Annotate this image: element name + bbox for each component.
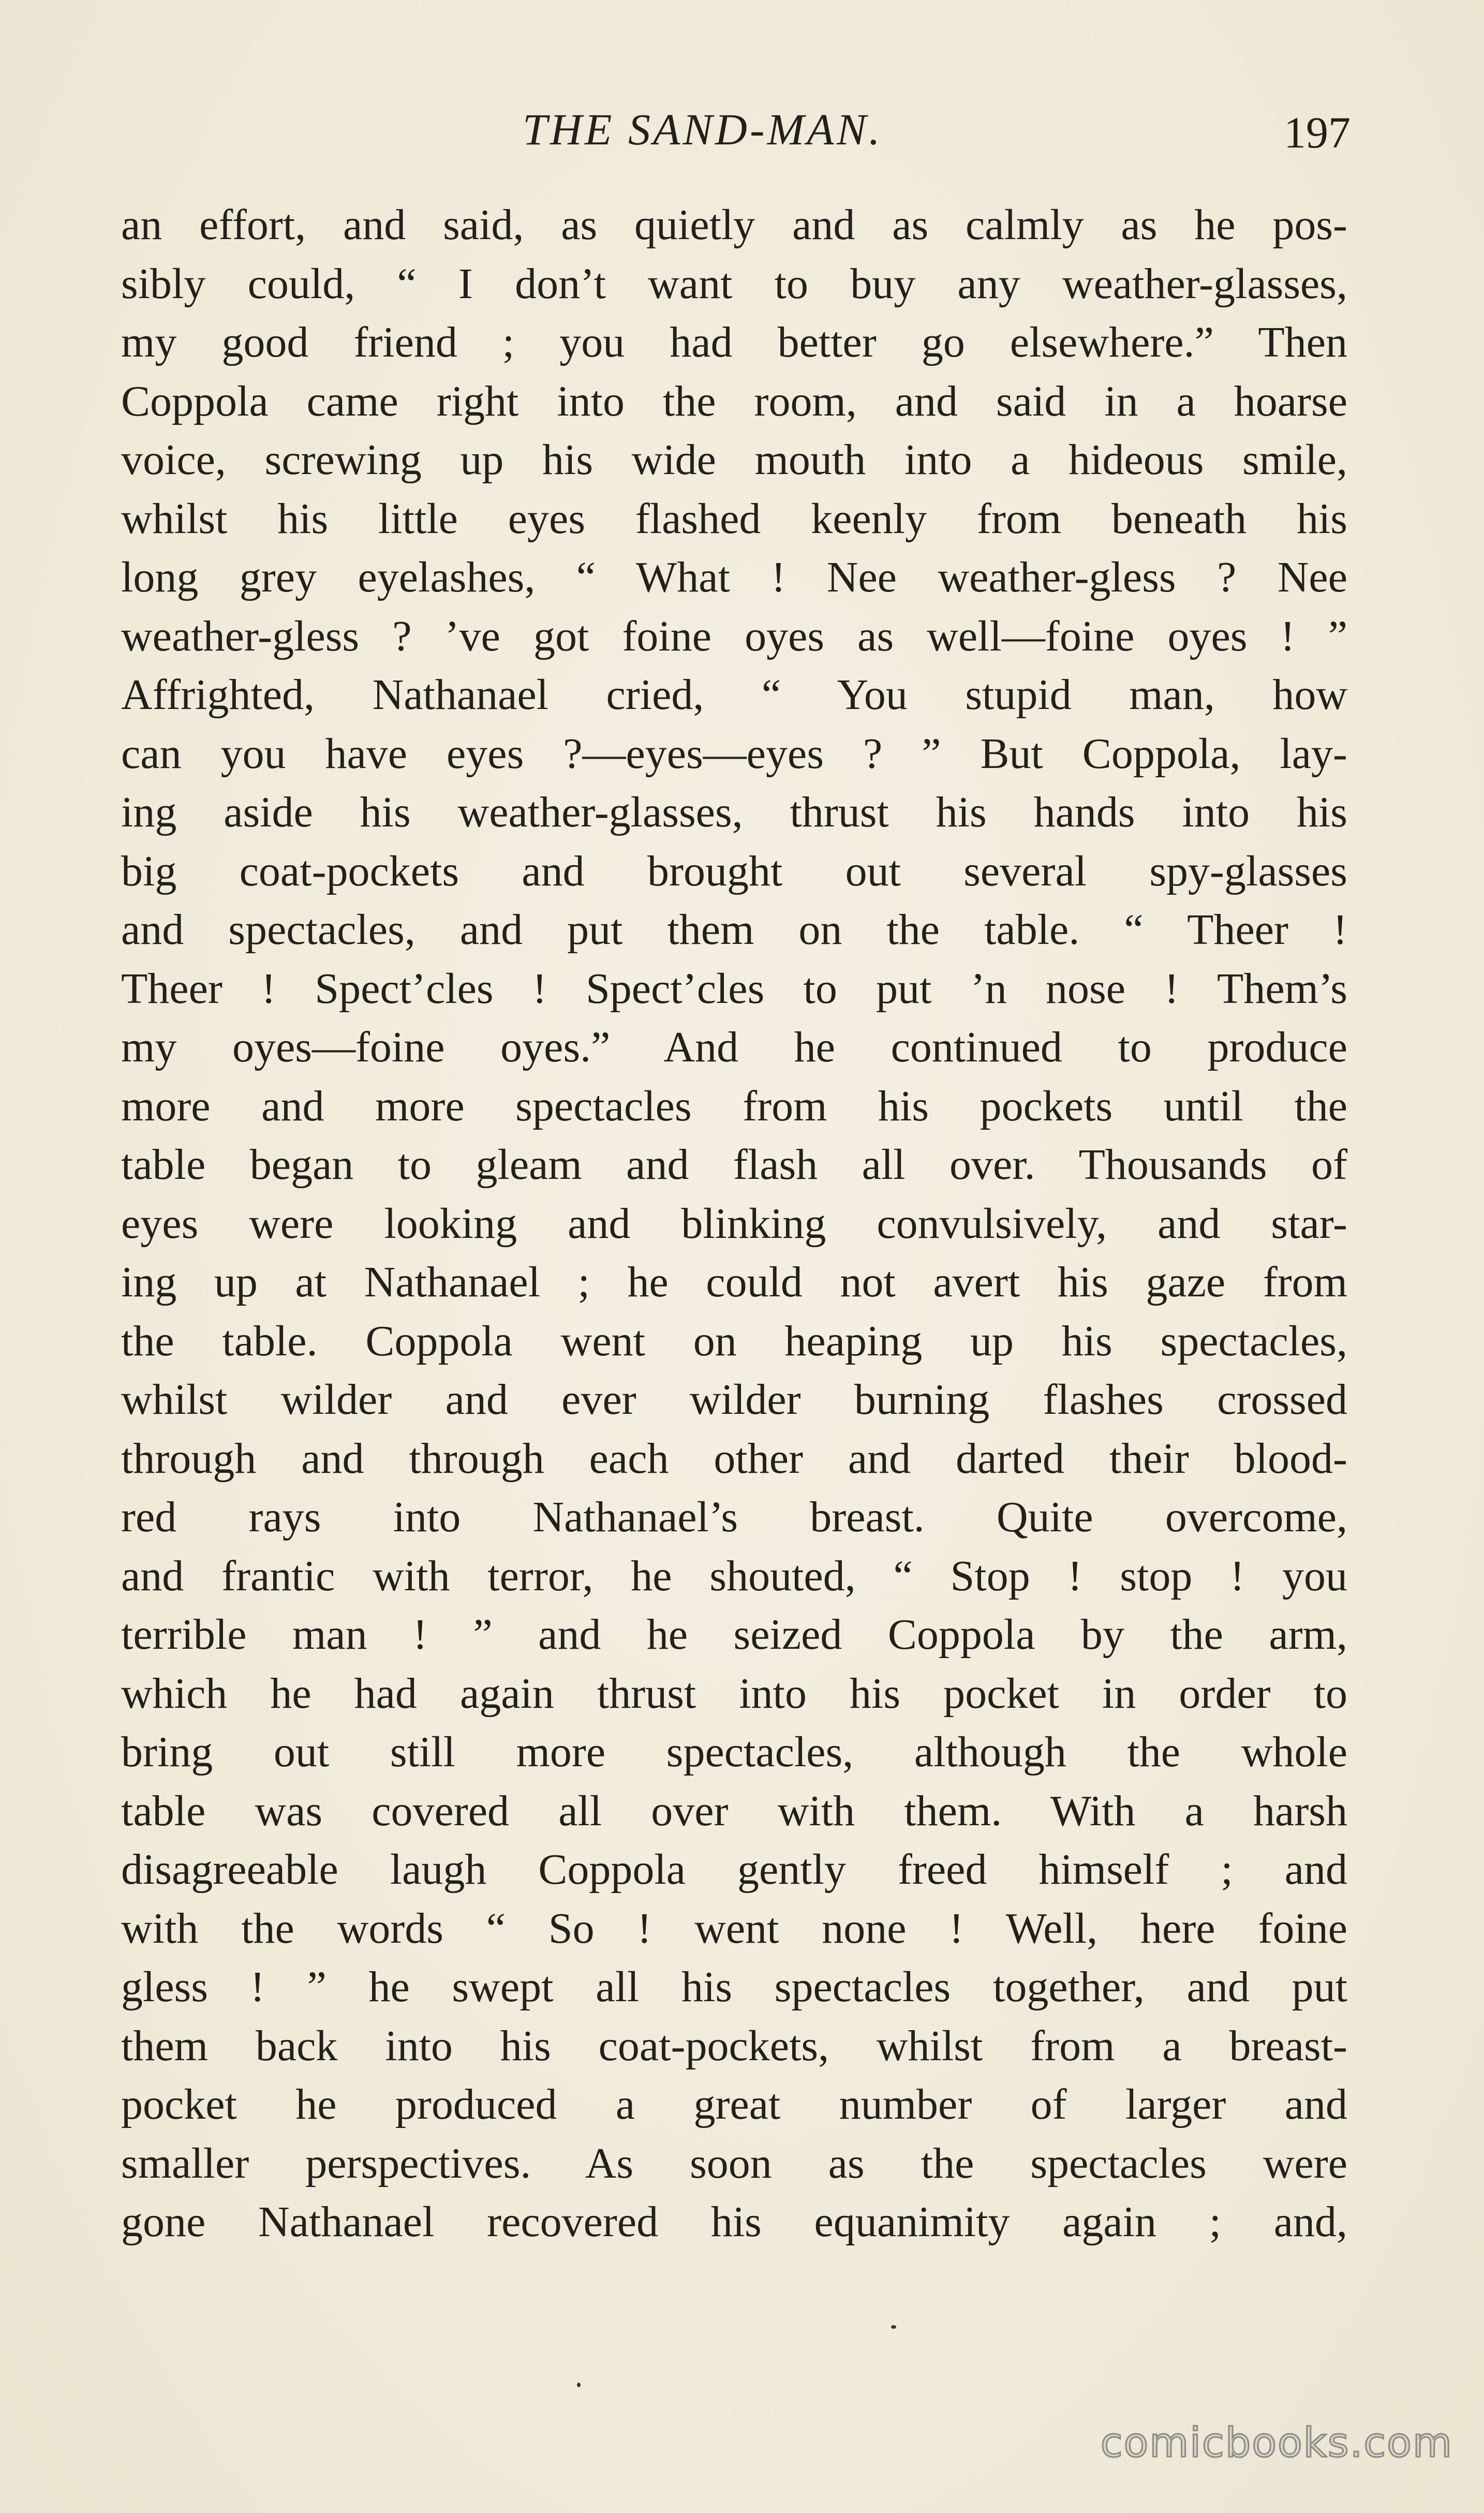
text-line: them back into his coat-pockets, whilst from a breast-	[121, 2021, 1347, 2070]
text-line: table was covered all over with them. With a harsh	[121, 1786, 1347, 1835]
ink-speck	[577, 2383, 581, 2387]
text-line: smaller perspectives. As soon as the spectacles were	[121, 2139, 1347, 2187]
text-line: which he had again thrust into his pocket in order to	[121, 1669, 1347, 1718]
text-line: long grey eyelashes, “ What ! Nee weather-gless ? Nee	[121, 553, 1347, 601]
text-line: terrible man ! ” and he seized Coppola by the arm,	[121, 1610, 1347, 1659]
text-line: bring out still more spectacles, although the whole	[121, 1728, 1347, 1776]
text-line: an effort, and said, as quietly and as calmly as he pos-	[121, 201, 1347, 249]
page-number: 197	[1284, 108, 1351, 157]
text-line: disagreeable laugh Coppola gently freed himself ; and	[121, 1845, 1347, 1894]
text-line: eyes were looking and blinking convulsively, and star-	[121, 1199, 1347, 1248]
text-line: Coppola came right into the room, and said in a hoarse	[121, 377, 1347, 425]
text-line: weather-gless ? ’ve got foine oyes as well—foine oyes ! ”	[121, 612, 1347, 660]
text-line: whilst his little eyes flashed keenly from beneath his	[121, 494, 1347, 543]
text-line: and frantic with terror, he shouted, “ Stop ! stop ! you	[121, 1551, 1347, 1600]
text-line: whilst wilder and ever wilder burning flashes crossed	[121, 1376, 1347, 1424]
watermark-logo: comicbooks.com	[1100, 2420, 1453, 2466]
text-line: through and through each other and darted their blood-	[121, 1434, 1347, 1483]
text-line: table began to gleam and flash all over. Thousands of	[121, 1141, 1347, 1189]
text-line: Affrighted, Nathanael cried, “ You stupid man, how	[121, 671, 1347, 719]
text-line: sibly could, “ I don’t want to buy any weather-glasses,	[121, 259, 1347, 308]
text-line: voice, screwing up his wide mouth into a hideous smile,	[121, 436, 1347, 484]
text-line: ing up at Nathanael ; he could not avert his gaze from	[121, 1258, 1347, 1306]
text-line: big coat-pockets and brought out several spy-glasses	[121, 847, 1347, 895]
text-line: Theer ! Spect’cles ! Spect’cles to put ’n nose ! Them’s	[121, 964, 1347, 1013]
text-line: and spectacles, and put them on the table. “ Theer !	[121, 906, 1347, 954]
running-head	[0, 98, 1484, 160]
text-line: red rays into Nathanael’s breast. Quite overcome,	[121, 1493, 1347, 1541]
text-line: pocket he produced a great number of larger and	[121, 2080, 1347, 2128]
text-line: my oyes—foine oyes.” And he continued to produce	[121, 1023, 1347, 1071]
ink-speck	[891, 2325, 896, 2329]
text-line: the table. Coppola went on heaping up his spectacles,	[121, 1317, 1347, 1365]
running-title: THE SAND-MAN.	[523, 105, 883, 154]
body-text	[121, 196, 1347, 2252]
text-line: gone Nathanael recovered his equanimity again ; and,	[121, 2198, 1347, 2246]
text-line: ing aside his weather-glasses, thrust his hands into his	[121, 788, 1347, 836]
text-line: can you have eyes ?—eyes—eyes ? ” But Coppola, lay-	[121, 729, 1347, 778]
text-line: with the words “ So ! went none ! Well, here foine	[121, 1904, 1347, 1953]
text-line: more and more spectacles from his pockets until the	[121, 1082, 1347, 1130]
text-line: gless ! ” he swept all his spectacles together, and put	[121, 1963, 1347, 2011]
text-line: my good friend ; you had better go elsewhere.” Then	[121, 318, 1347, 366]
